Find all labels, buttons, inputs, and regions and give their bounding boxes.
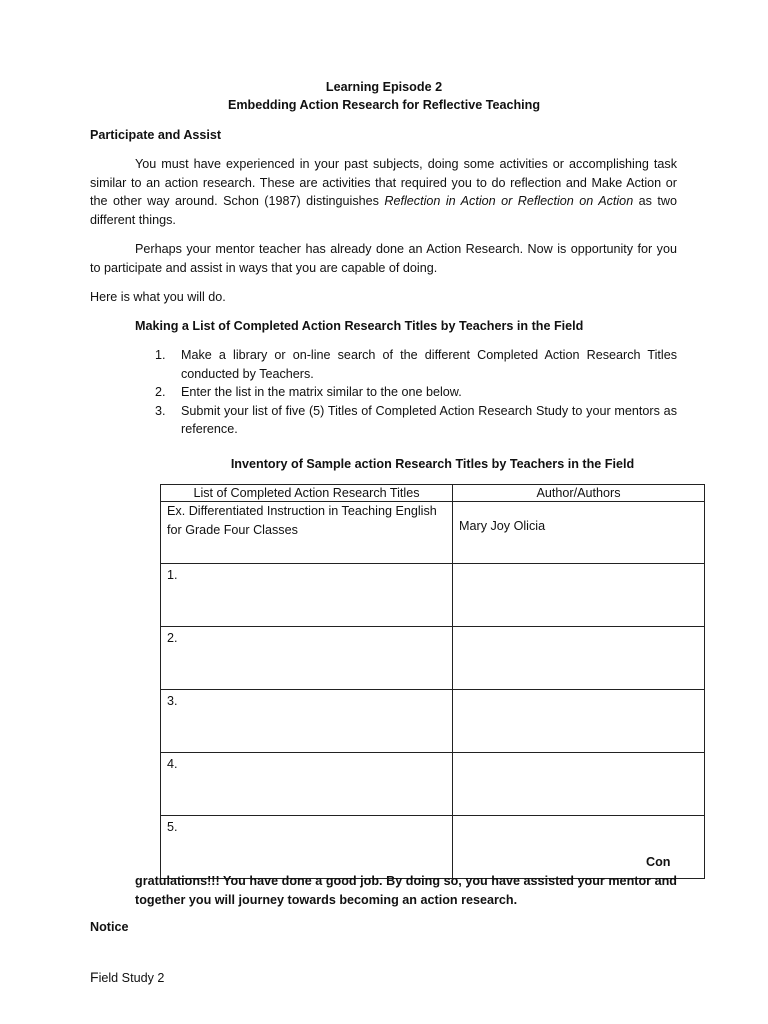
step-text: Submit your list of five (5) Titles of Completed Action Research Study to your mentors as reference.	[181, 403, 677, 437]
congrats-start: Con	[646, 855, 671, 869]
step-number: 2.	[155, 385, 166, 400]
author-cell[interactable]	[453, 690, 705, 753]
row-number-cell[interactable]: 4.	[161, 753, 453, 816]
row-number-cell[interactable]: 5.	[161, 816, 453, 879]
row-number-cell[interactable]: 2.	[161, 627, 453, 690]
page-footer	[90, 968, 164, 988]
step-number: 3.	[155, 403, 166, 418]
paragraph-1-italic: Reflection in Action or Reflection on Action	[384, 194, 634, 209]
author-cell[interactable]	[453, 564, 705, 627]
section-heading: Participate and Assist	[90, 128, 222, 142]
paragraph-1-text: You must have experienced in your past subjects, doing some activities or accomplishing task similar to an action research. These are activities that required you to do reflection and Make Action or the other way around. Schon (1987) distinguishes	[90, 157, 677, 209]
list-item	[155, 402, 677, 439]
row-number-cell[interactable]: 3.	[161, 690, 453, 753]
steps-list	[155, 346, 677, 439]
footer-text: ield Study 2	[98, 971, 165, 985]
column-header-titles: List of Completed Action Research Titles	[161, 485, 453, 502]
inventory-title: Inventory of Sample action Research Titles by Teachers in the Field	[230, 457, 635, 471]
paragraph-2: Perhaps your mentor teacher has already done an Action Research. Now is opportunity for you to participate and assist in ways that you are capable of doing.	[90, 242, 677, 275]
author-cell[interactable]	[453, 753, 705, 816]
table-row	[161, 753, 705, 816]
step-text: Enter the list in the matrix similar to the one below.	[181, 385, 462, 400]
step-text: Make a library or on-line search of the different Completed Action Research Titles conducted by Teachers.	[181, 348, 677, 381]
table-header-row	[161, 485, 705, 502]
footer-initial: F	[90, 969, 99, 985]
author-cell[interactable]	[453, 627, 705, 690]
row-number-cell[interactable]: 1.	[161, 564, 453, 627]
table-row	[161, 627, 705, 690]
notice-heading: Notice	[90, 920, 129, 934]
episode-title: Learning Episode 2	[325, 80, 443, 94]
table-row	[161, 816, 705, 879]
task-heading: Making a List of Completed Action Research Titles by Teachers in the Field	[135, 319, 584, 333]
example-title-cell: Ex. Differentiated Instruction in Teaching English for Grade Four Classes	[161, 502, 453, 564]
paragraph-1-end: as two different things.	[90, 194, 678, 227]
episode-subtitle: Embedding Action Research for Reflective Teaching	[227, 98, 541, 112]
table-row	[161, 690, 705, 753]
table-row	[161, 564, 705, 627]
example-author-cell: Mary Joy Olicia	[453, 502, 705, 564]
list-item	[155, 346, 677, 383]
table-row-example	[161, 502, 705, 564]
paragraph-1	[90, 155, 677, 229]
inventory-matrix	[160, 484, 705, 879]
congrats-text: gratulations!!! You have done a good job. By doing so, you have assisted your mentor and together you will journey towards becoming an action research.	[135, 874, 677, 907]
column-header-authors: Author/Authors	[453, 485, 705, 502]
step-number: 1.	[155, 348, 166, 362]
paragraph-3: Here is what you will do.	[90, 290, 226, 304]
list-item	[155, 383, 677, 402]
